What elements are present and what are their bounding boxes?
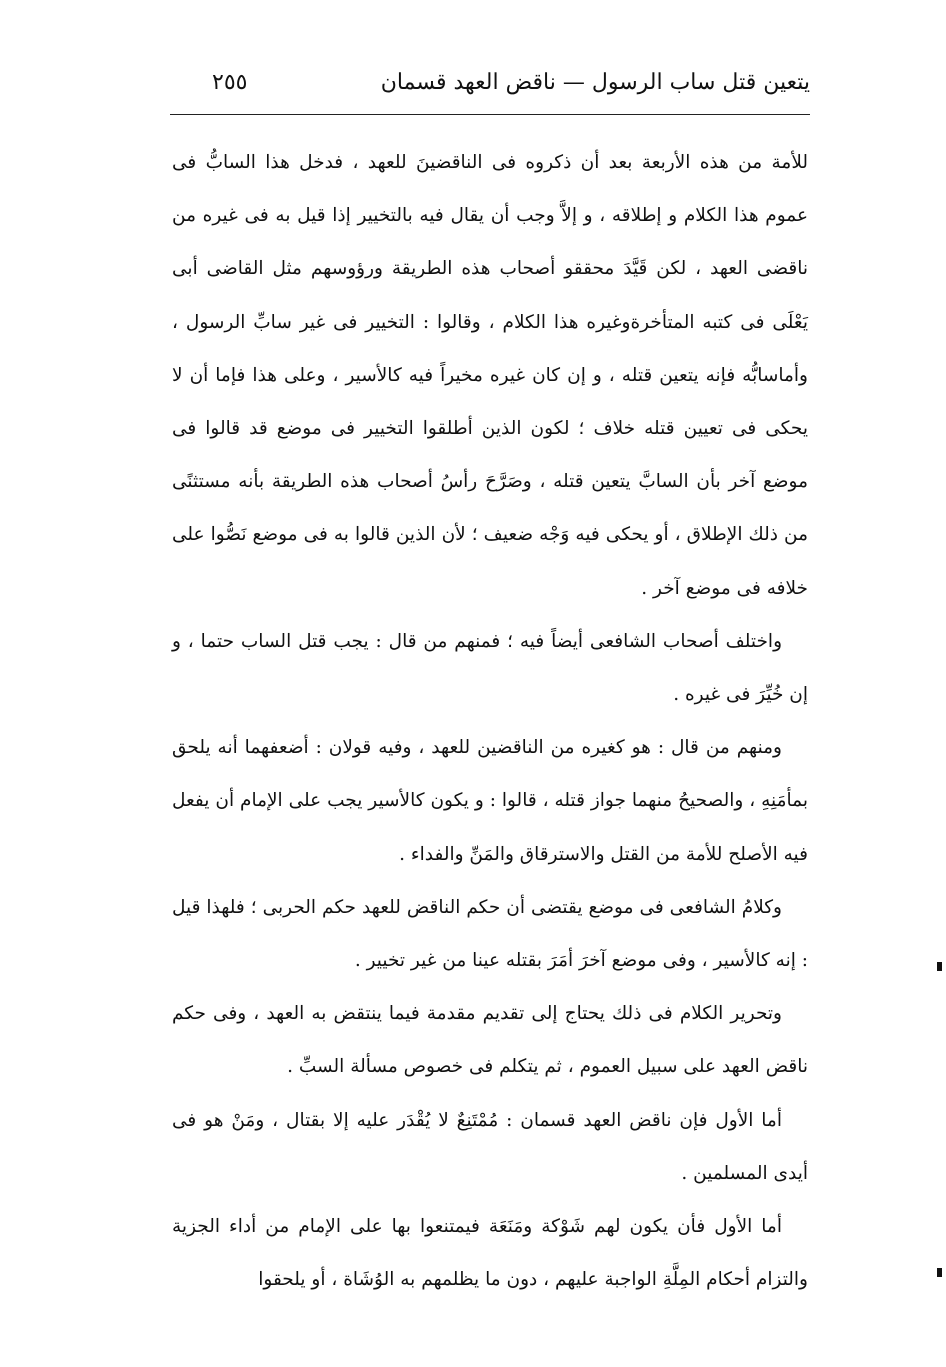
header-divider bbox=[170, 114, 810, 115]
page-header bbox=[170, 62, 810, 112]
paragraph: واختلف أصحاب الشافعى أيضاً فيه ؛ فمنهم من قال : يجب قتل الساب حتما ، و إن خُيِّرَ فى غيره . bbox=[172, 630, 808, 706]
scan-mark bbox=[937, 962, 942, 971]
paragraph: للأمة من هذه الأربعة بعد أن ذكروه فى الناقضينَ للعهد ، فدخل هذا السابُّ فى عموم هذا الكلام و إطلاقه ، و إلاَّ وجب أن يقال فيه بالتخيير إذا قيل به فى غيره من ناقضى العهد ، لكن قَيَّدَ محققو أصحاب هذه الطريقة ورؤوسهم مثل القاضى أبى يَعْلَى فى كتبه المتأخرةوغيره هذا الكلام ، وقالوا : التخيير فى غير سابِّ الرسول ، وأماسابُّه فإنه يتعين قتله ، و إن كان غيره مخيراً فيه كالأسير ، وعلى هذا فإما أن لا يحكى فى تعيين قتله خلاف ؛ لكون الذين أطلقوا التخيير فى موضع قد قالوا فى موضع آخر بأن السابَّ يتعين قتله ، وصَرَّحَ رأسُ أصحاب هذه الطريقة بأنه مستثنًى من ذلك الإطلاق ، أو يحكى فيه وَجْه ضعيف ؛ لأن الذين قالوا به فى موضع نَصُّوا على خلافه فى موضع آخر . bbox=[172, 152, 808, 599]
body-text bbox=[172, 136, 808, 1306]
scan-mark bbox=[937, 1268, 942, 1277]
paragraph: وتحرير الكلام فى ذلك يحتاج إلى تقديم مقدمة فيما ينتقض به العهد ، وفى حكم ناقض العهد على سبيل العموم ، ثم يتكلم فى خصوص مسألة السبِّ . bbox=[172, 1003, 808, 1078]
running-title: يتعين قتل ساب الرسول — ناقض العهد قسمان bbox=[380, 70, 810, 95]
paragraph: أما الأول فأن يكون لهم شَوْكة ومَنَعَة فيمتنعوا بها على الإمام من أداء الجزية والتزام أحكام المِلَّةِ الواجبة عليهم ، دون ما يظلمهم به الوُشَاة ، أو يلحقوا bbox=[172, 1216, 808, 1291]
page-number: ٢٥٥ bbox=[212, 70, 248, 95]
paragraph: وكلامُ الشافعى فى موضع يقتضى أن حكم الناقض للعهد حكم الحربى ؛ فلهذا قيل : إنه كالأسير ، وفى موضع آخرَ أمَرَ بقتله عينا من غير تخيير . bbox=[172, 896, 808, 972]
paragraph: ومنهم من قال : هو كغيره من الناقضين للعهد ، وفيه قولان : أضعفهما أنه يلحق بمأمَنِهِ ، والصحيحُ منهما جواز قتله ، قالوا : و يكون كالأسير يجب على الإمام أن يفعل فيه الأصلح للأمة من القتل والاسترقاق والمَنِّ والفداء . bbox=[172, 737, 808, 865]
paragraph: أما الأول فإن ناقض العهد قسمان : مُمْتَنِعٌ لا يُقْدَر عليه إلا بقتال ، ومَنْ هو فى أيدى المسلمين . bbox=[172, 1109, 808, 1184]
